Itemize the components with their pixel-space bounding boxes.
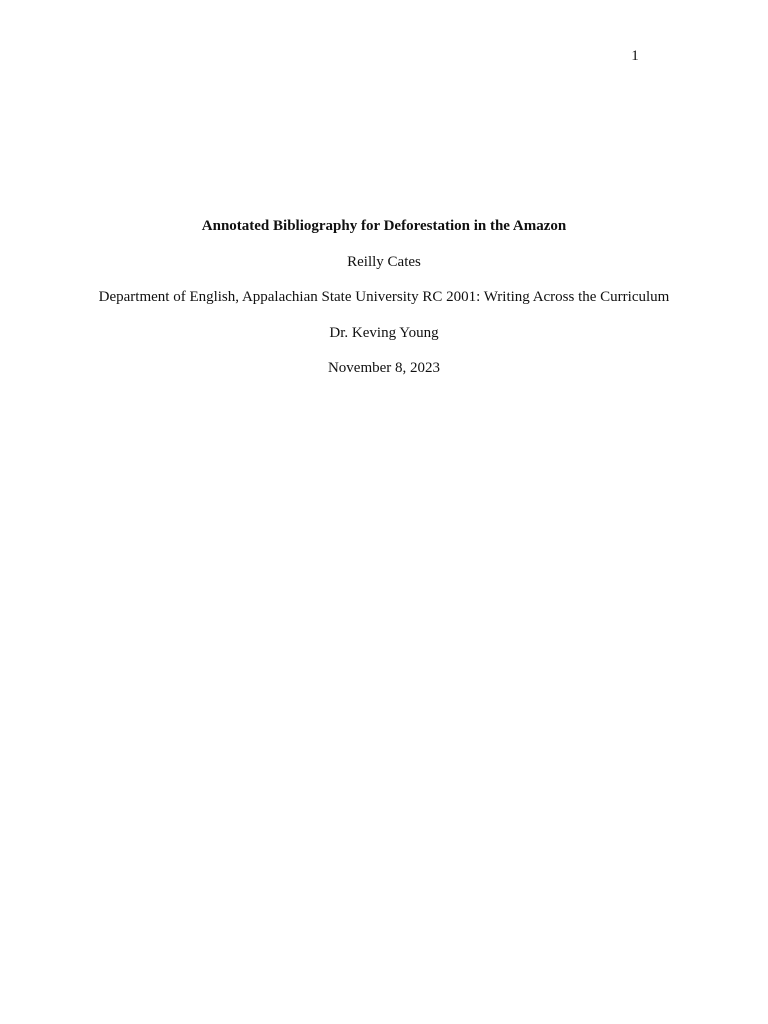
title-block <box>0 216 768 394</box>
submission-date: November 8, 2023 <box>327 360 441 376</box>
instructor-name: Dr. Keving Young <box>329 324 439 341</box>
affiliation-course: Department of English, Appalachian State University RC 2001: Writing Across the Curriculum <box>98 289 670 305</box>
author-name: Reilly Cates <box>347 253 421 270</box>
paper-title: Annotated Bibliography for Deforestation in the Amazon <box>201 218 567 234</box>
page-number: 1 <box>631 48 639 64</box>
